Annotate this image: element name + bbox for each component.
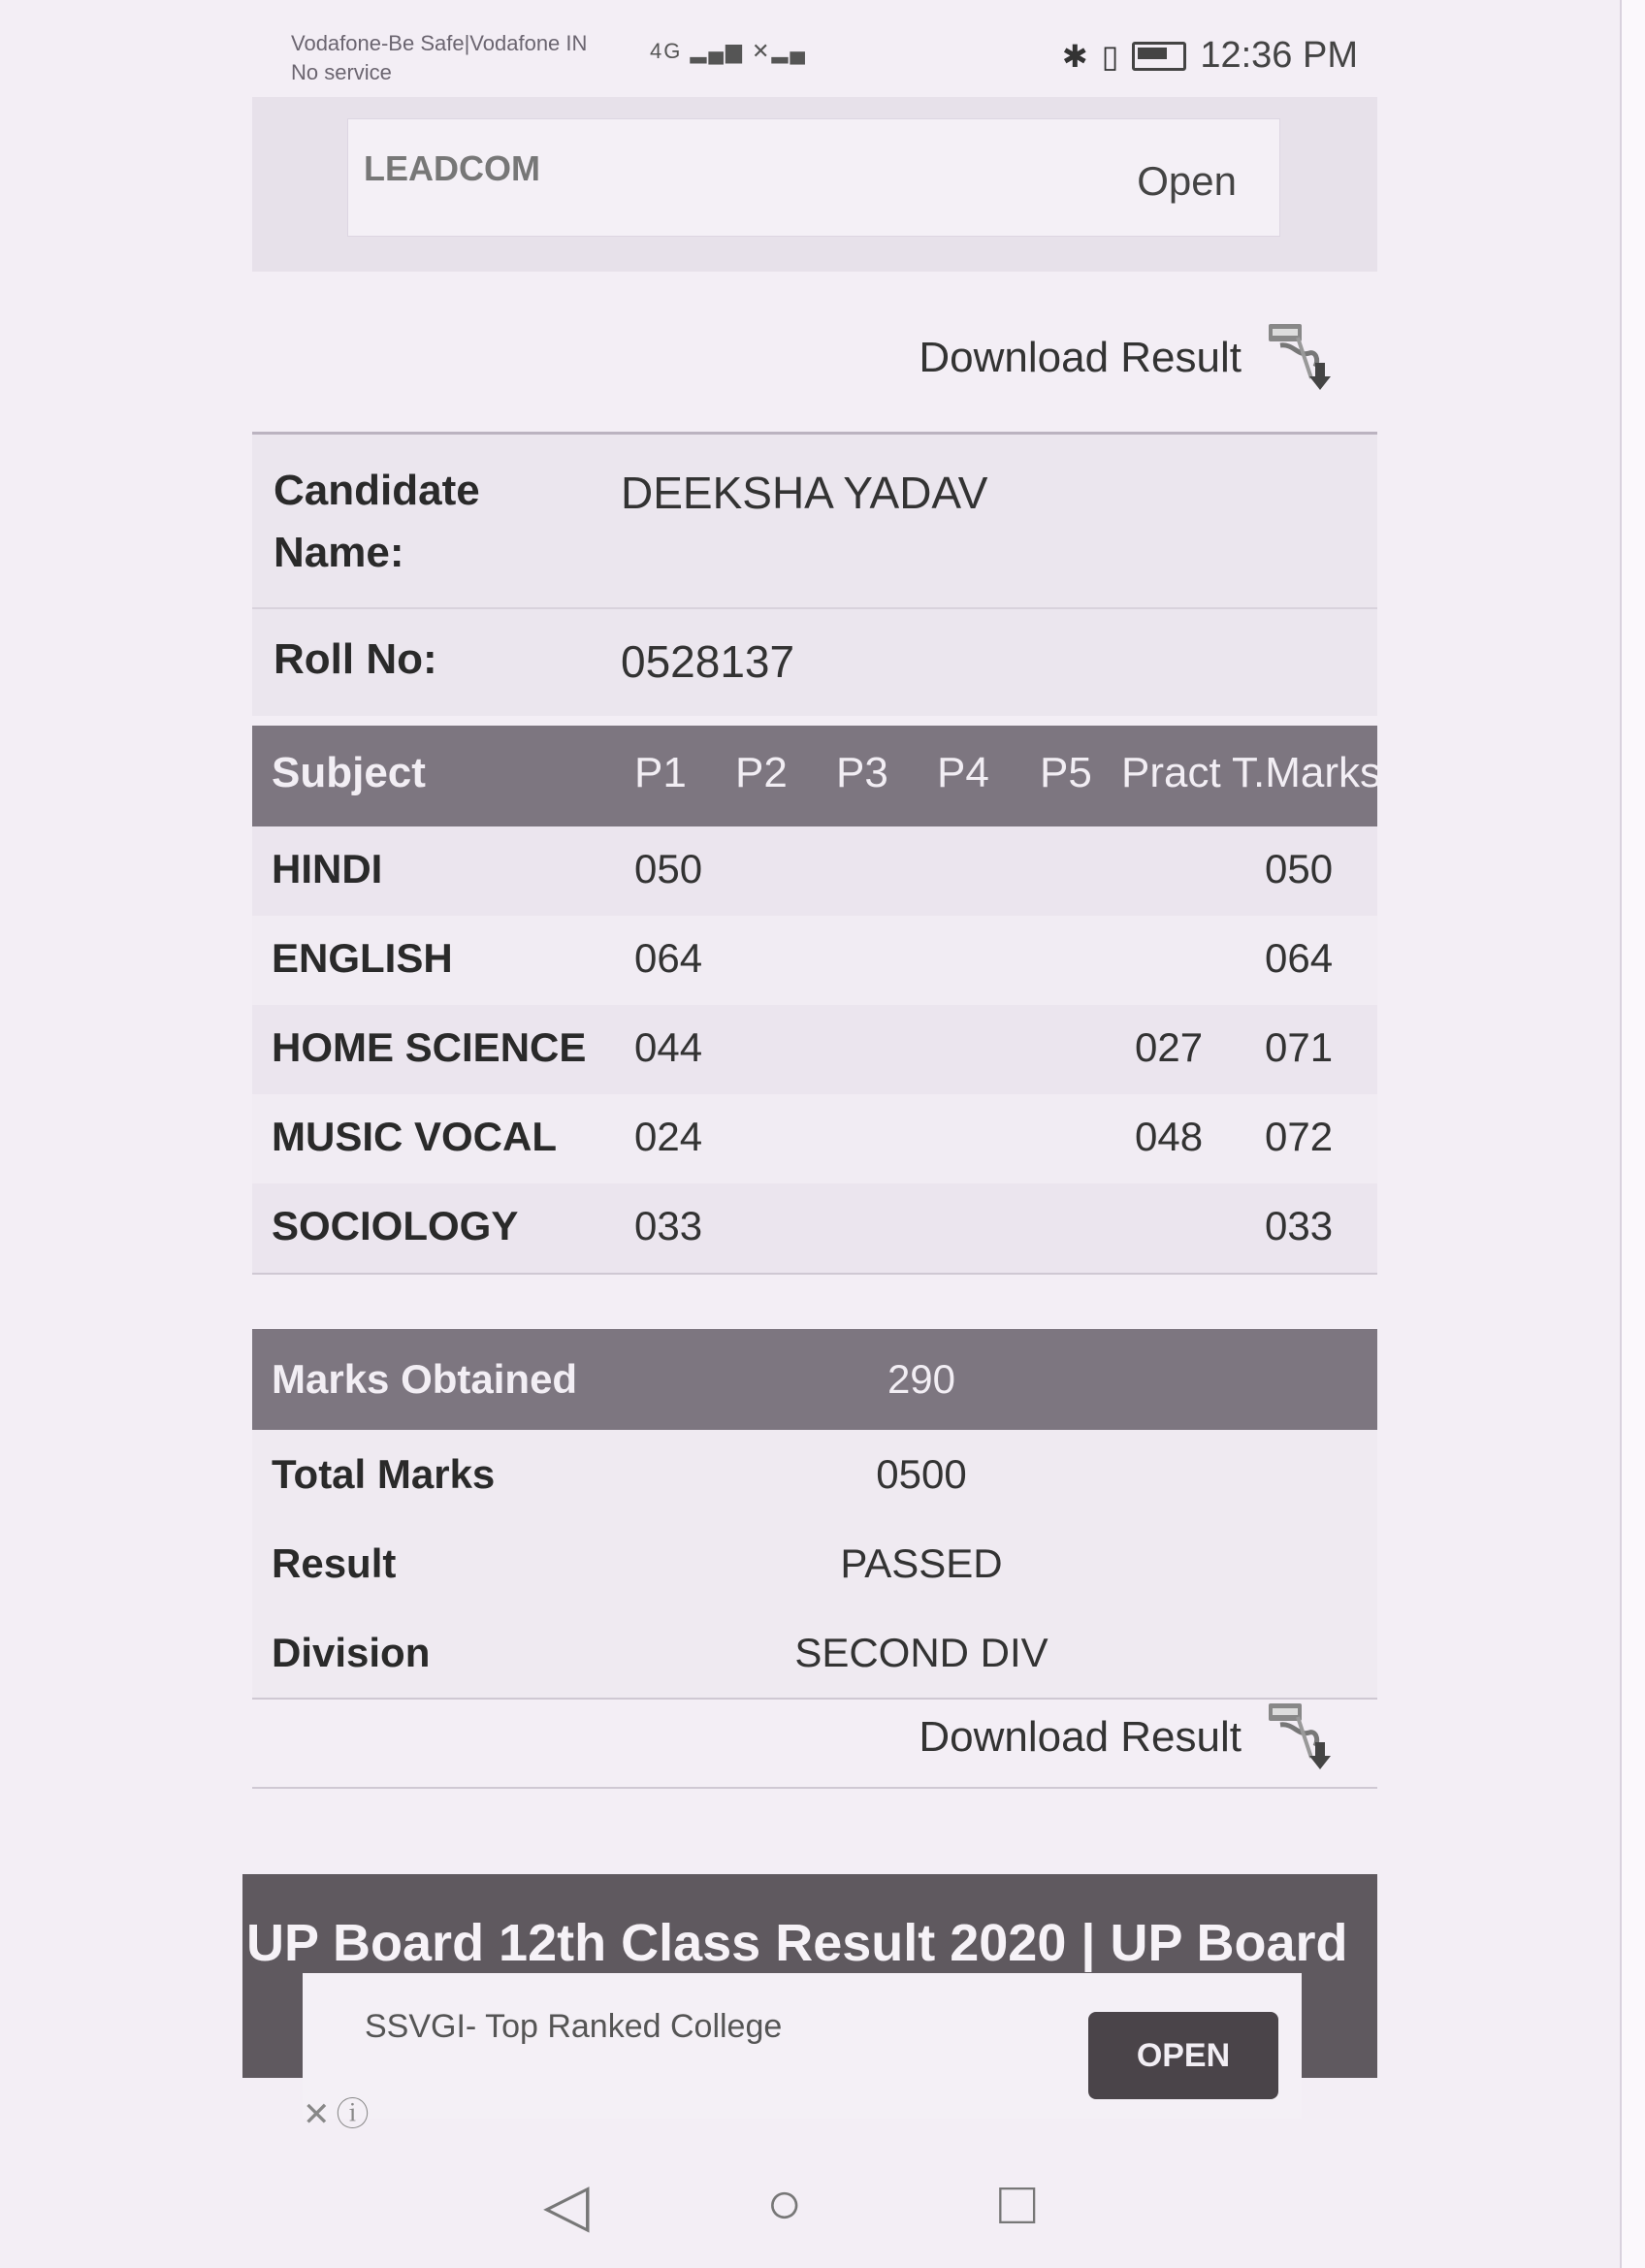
header-p1: P1 <box>634 749 687 796</box>
paper-edge <box>1620 0 1645 2268</box>
header-p4: P4 <box>937 749 989 796</box>
division-label: Division <box>272 1630 431 1675</box>
subject-name: HOME SCIENCE <box>272 1024 587 1070</box>
banner-title[interactable]: UP Board 12th Class Result 2020 | UP Board <box>246 1914 1348 1972</box>
p1-marks: 044 <box>634 1024 703 1070</box>
header-p3: P3 <box>836 749 888 796</box>
clock: 12:36 PM <box>1200 35 1358 76</box>
signal-icon: ▂▄▆ ✕▂▄ <box>690 39 807 63</box>
top-ad-card[interactable] <box>347 118 1280 237</box>
header-p2: P2 <box>735 749 788 796</box>
candidate-name-row <box>252 435 1377 609</box>
nav-back-icon[interactable]: ◁ <box>543 2172 590 2239</box>
p1-marks: 024 <box>634 1114 703 1159</box>
status-bar <box>291 25 1377 93</box>
total-marks-row <box>252 1430 1377 1521</box>
roll-no-label: Roll No: <box>274 635 437 683</box>
top-ad-banner <box>252 97 1377 272</box>
result-label: Result <box>272 1540 397 1586</box>
carrier-name: Vodafone-Be Safe|Vodafone IN <box>291 31 588 55</box>
total-marks: 064 <box>1265 935 1334 981</box>
p1-marks: 064 <box>634 935 703 981</box>
top-ad-open-button[interactable]: Open <box>1137 158 1237 204</box>
roll-no-row <box>252 609 1377 714</box>
bluetooth-icon: ✱ <box>1061 38 1088 74</box>
nav-home-icon[interactable]: ○ <box>766 2170 803 2237</box>
download-result-link-top[interactable] <box>252 310 1377 407</box>
p1-marks: 050 <box>634 846 703 891</box>
total-marks-label: Total Marks <box>272 1451 496 1497</box>
subject-name: HINDI <box>272 846 383 891</box>
download-result-label[interactable]: Download Result <box>919 334 1242 381</box>
total-marks: 071 <box>1265 1024 1334 1070</box>
download-result-link-bottom[interactable] <box>252 1690 1377 1789</box>
vibrate-icon: ▯ <box>1101 38 1119 74</box>
marks-obtained-value: 290 <box>887 1356 956 1402</box>
total-marks: 033 <box>1265 1203 1334 1248</box>
candidate-name-label: Candidate Name: <box>274 467 480 576</box>
carrier-info <box>291 29 587 87</box>
division-value: SECOND DIV <box>794 1630 1048 1675</box>
marks-obtained-row <box>252 1329 1377 1432</box>
pdf-download-icon[interactable] <box>1261 1698 1339 1775</box>
table-row <box>252 916 1377 1007</box>
phone-screen <box>242 0 1381 2268</box>
marks-table-header <box>252 726 1381 826</box>
top-ad-brand: LEADCOM <box>364 148 540 188</box>
android-nav-bar <box>242 2134 1377 2260</box>
nav-recents-icon[interactable]: □ <box>999 2170 1036 2237</box>
total-marks: 050 <box>1265 846 1334 891</box>
pdf-download-icon[interactable] <box>1261 318 1339 396</box>
total-marks-value: 0500 <box>876 1451 967 1497</box>
bottom-ad-card[interactable] <box>303 1973 1302 2119</box>
subject-name: ENGLISH <box>272 935 453 981</box>
candidate-info <box>252 432 1377 716</box>
ad-close-icon[interactable]: ✕ <box>303 2096 337 2133</box>
system-icons <box>1062 35 1358 77</box>
division-row <box>252 1608 1377 1700</box>
network-type: 4G <box>650 39 683 63</box>
roll-no-value: 0528137 <box>621 636 795 687</box>
table-row <box>252 1183 1377 1275</box>
p1-marks: 033 <box>634 1203 703 1248</box>
subject-name: SOCIOLOGY <box>272 1203 519 1248</box>
signal-indicator <box>650 39 807 64</box>
practical-marks: 027 <box>1135 1024 1204 1070</box>
practical-marks: 048 <box>1135 1114 1204 1159</box>
battery-icon <box>1132 42 1186 71</box>
ad-controls <box>303 2088 375 2135</box>
result-row <box>252 1519 1377 1610</box>
header-pract: Pract <box>1121 749 1221 796</box>
table-row <box>252 826 1377 918</box>
ad-info-icon[interactable]: ⓘ <box>336 2096 375 2133</box>
subject-name: MUSIC VOCAL <box>272 1114 557 1159</box>
result-value: PASSED <box>840 1540 1003 1586</box>
header-total-marks: T.Marks <box>1232 749 1381 796</box>
candidate-name-value: DEEKSHA YADAV <box>621 468 988 518</box>
total-marks: 072 <box>1265 1114 1334 1159</box>
header-p5: P5 <box>1040 749 1092 796</box>
bottom-ad-open-button[interactable]: OPEN <box>1088 2012 1278 2099</box>
download-result-label[interactable]: Download Result <box>919 1713 1242 1761</box>
carrier-service: No service <box>291 60 392 84</box>
bottom-ad-text: SSVGI- Top Ranked College <box>365 2008 783 2045</box>
header-subject: Subject <box>272 749 426 796</box>
table-row <box>252 1094 1377 1185</box>
marks-obtained-label: Marks Obtained <box>272 1356 578 1402</box>
table-row <box>252 1005 1377 1096</box>
